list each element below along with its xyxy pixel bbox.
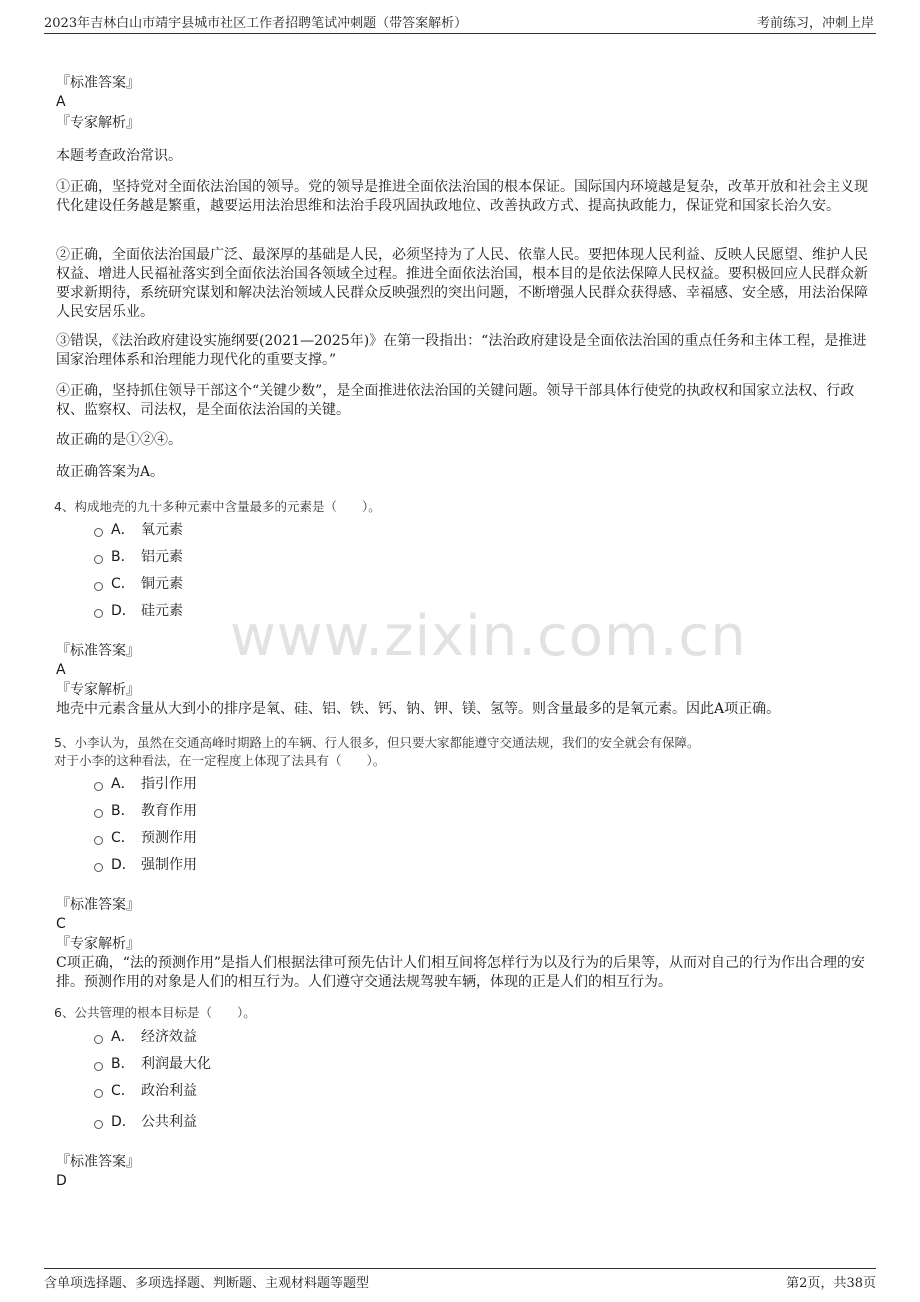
option-a[interactable] [94,1026,197,1046]
option-text: 经济效益 [141,1029,197,1045]
option-text: 公共利益 [141,1114,197,1130]
analysis-paragraph: 本题考查政治常识。 [56,148,182,164]
option-c[interactable] [94,573,183,593]
analysis-paragraph: ④正确，坚持抓住领导干部这个“关键少数”，是全面推进依法治国的关键问题。领导干部具体行使党的执政权和国家立法权、行政权、监察权、司法权，是全面依法治国的关键。 [56,383,855,418]
option-b[interactable] [94,800,197,820]
option-text: 政治利益 [141,1083,197,1099]
analysis-paragraph: ③错误，《法治政府建设实施纲要(2021—2025年)》在第一段指出：“法治政府建设是全面依法治国的重点任务和主体工程，是推进国家治理体系和治理能力现代化的重要支撑。” [56,333,867,368]
option-letter: A． [111,1029,135,1045]
answer-value: C [56,916,66,932]
question-text: 公共管理的根本目标是（ ）。 [74,1005,256,1020]
radio-icon[interactable] [94,555,103,564]
answer-label: 『标准答案』 [56,897,140,913]
question-number: 6、 [54,1005,75,1020]
option-text: 教育作用 [141,803,197,819]
option-letter: C． [111,576,135,592]
analysis-label: 『专家解析』 [56,115,140,131]
option-letter: B． [111,803,135,819]
option-letter: C． [111,830,135,846]
option-letter: D． [111,603,136,619]
option-c[interactable] [94,827,197,847]
answer-label: 『标准答案』 [56,643,140,659]
question-number: 4、 [54,499,75,514]
option-text: 强制作用 [141,857,197,873]
analysis-paragraph: 故正确的是①②④。 [56,432,182,448]
option-letter: A． [111,522,135,538]
option-letter: B． [111,549,135,565]
question-text: 构成地壳的九十多种元素中含量最多的元素是（ ）。 [74,499,381,514]
answer-label: 『标准答案』 [56,1154,140,1170]
question-stem [54,498,381,516]
option-text: 硅元素 [141,603,183,619]
option-text: 利润最大化 [141,1056,211,1072]
option-text: 氧元素 [141,522,183,538]
option-text: 预测作用 [141,830,197,846]
header-tagline: 考前练习，冲刺上岸 [756,16,874,31]
option-letter: D． [111,1114,136,1130]
analysis-paragraph: 故正确答案为A。 [56,464,165,480]
analysis-label: 『专家解析』 [56,682,140,698]
option-text: 铜元素 [141,576,183,592]
radio-icon[interactable] [94,836,103,845]
radio-icon[interactable] [94,809,103,818]
option-d[interactable] [94,600,183,620]
analysis-label: 『专家解析』 [56,936,140,952]
option-c[interactable] [94,1080,197,1100]
option-letter: B． [111,1056,135,1072]
radio-icon[interactable] [94,1062,103,1071]
watermark: www.zixin.com.cn [230,604,747,669]
radio-icon[interactable] [94,582,103,591]
question-stem [54,1004,256,1022]
radio-icon[interactable] [94,1089,103,1098]
analysis-paragraph: ②正确，全面依法治国最广泛、最深厚的基础是人民，必须坚持为了人民、依靠人民。要把体现人民利益、反映人民愿望、维护人民权益、增进人民福祉落实到全面依法治国各领域全过程。推进全面依法治国，根本目的是依法保障人民权益。要积极回应人民群众新要求新期待，系统研究谋划和解决法治领域人民群众反映强烈的突出问题，不断增强人民群众获得感、幸福感、安全感，用法治保障人民安居乐业。 [56,247,868,320]
radio-icon[interactable] [94,1120,103,1129]
answer-value: A [56,662,66,678]
option-a[interactable] [94,773,197,793]
radio-icon[interactable] [94,1035,103,1044]
option-text: 指引作用 [141,776,197,792]
analysis-paragraph: 地壳中元素含量从大到小的排序是氧、硅、铝、铁、钙、钠、钾、镁、氢等。则含量最多的是氧元素。因此A项正确。 [56,701,781,717]
option-b[interactable] [94,546,183,566]
answer-label: 『标准答案』 [56,75,140,91]
footer-divider [44,1268,876,1269]
question-number: 5、 [54,735,75,750]
header-divider [44,33,876,34]
option-letter: D． [111,857,136,873]
radio-icon[interactable] [94,863,103,872]
radio-icon[interactable] [94,528,103,537]
option-a[interactable] [94,519,183,539]
answer-value: A [56,94,66,110]
option-text: 铝元素 [141,549,183,565]
option-d[interactable] [94,1111,197,1131]
radio-icon[interactable] [94,782,103,791]
option-d[interactable] [94,854,197,874]
option-b[interactable] [94,1053,211,1073]
document-title: 2023年吉林白山市靖宇县城市社区工作者招聘笔试冲刺题（带答案解析） [44,16,468,31]
question-stem [54,734,699,752]
option-letter: C． [111,1083,135,1099]
option-letter: A． [111,776,135,792]
footer-question-types: 含单项选择题、多项选择题、判断题、主观材料题等题型 [44,1276,370,1291]
analysis-paragraph: ①正确，坚持党对全面依法治国的领导。党的领导是推进全面依法治国的根本保证。国际国内环境越是复杂，改革开放和社会主义现代化建设任务越是繁重，越要运用法治思维和法治手段巩固执政地位、改善执政方式、提高执政能力，保证党和国家长治久安。 [56,179,868,214]
question-text-line2: 对于小李的这种看法，在一定程度上体现了法具有（ ）。 [54,753,386,768]
radio-icon[interactable] [94,609,103,618]
question-text: 小李认为，虽然在交通高峰时期路上的车辆、行人很多，但只要大家都能遵守交通法规，我们的安全就会有保障。 [74,735,700,750]
page-number: 第2页，共38页 [786,1276,876,1291]
analysis-paragraph: C项正确，“法的预测作用”是指人们根据法律可预先估计人们相互间将怎样行为以及行为的后果等，从而对自己的行为作出合理的安排。预测作用的对象是人们的相互行为。人们遵守交通法规驾驶车辆，体现的正是人们的相互行为。 [56,955,866,990]
answer-value: D [56,1173,67,1189]
